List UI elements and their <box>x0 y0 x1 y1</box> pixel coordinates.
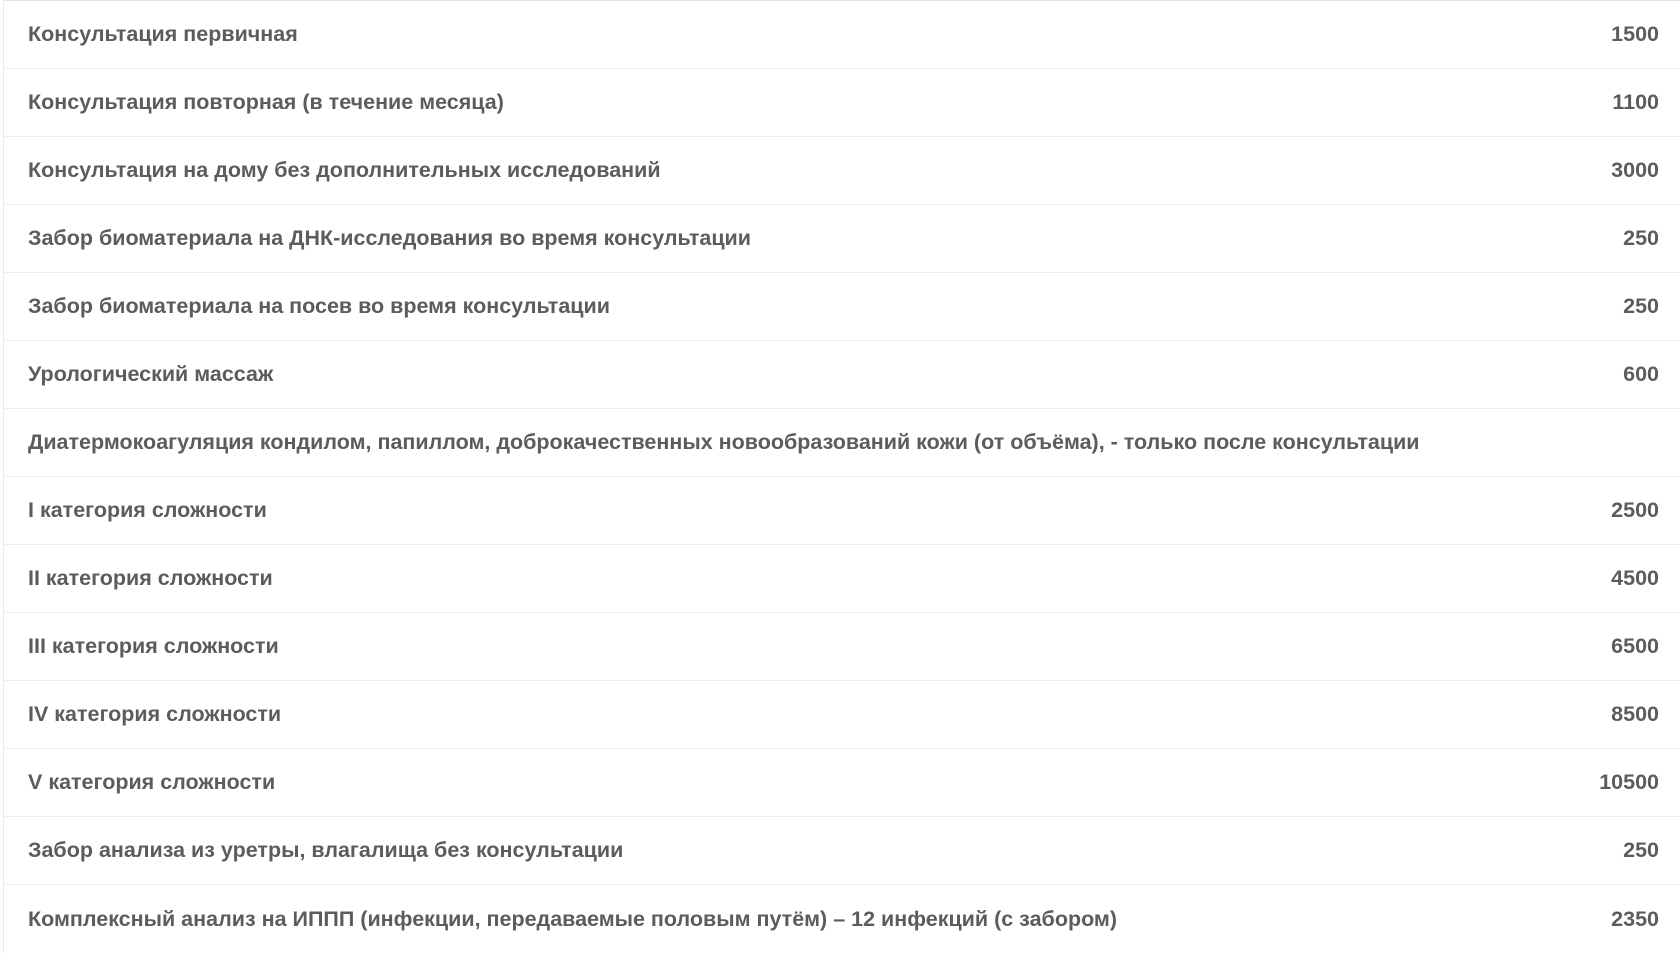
table-row <box>4 205 1680 273</box>
service-price: 250 <box>1623 838 1659 862</box>
table-row <box>4 749 1680 817</box>
table-row <box>4 885 1680 953</box>
service-price: 250 <box>1623 226 1659 250</box>
table-row <box>4 613 1680 681</box>
service-name: Забор биоматериала на ДНК-исследования во время консультации <box>28 226 751 250</box>
service-name: IV категория сложности <box>28 702 282 726</box>
service-price: 10500 <box>1599 770 1659 794</box>
table-row <box>4 817 1680 885</box>
price-list-table <box>3 0 1680 953</box>
table-row <box>4 681 1680 749</box>
service-name: Консультация повторная (в течение месяца) <box>28 90 504 114</box>
service-price: 2350 <box>1611 906 1659 931</box>
service-name: II категория сложности <box>28 566 273 590</box>
service-name: Консультация первичная <box>28 22 298 46</box>
service-price: 2500 <box>1611 498 1659 522</box>
table-row <box>4 341 1680 409</box>
table-row <box>4 545 1680 613</box>
service-price: 8500 <box>1611 702 1659 726</box>
service-name: Забор анализа из уретры, влагалища без консультации <box>28 838 624 862</box>
service-price: 250 <box>1623 294 1659 318</box>
table-row <box>4 1 1680 69</box>
service-name: I категория сложности <box>28 498 267 522</box>
service-name: Урологический массаж <box>28 362 274 386</box>
table-row-section-header <box>4 409 1680 477</box>
service-price: 1500 <box>1611 22 1659 46</box>
table-row <box>4 273 1680 341</box>
table-row <box>4 137 1680 205</box>
service-name: Комплексный анализ на ИППП (инфекции, передаваемые половым путём) – 12 инфекций (с забором) <box>28 906 1117 931</box>
service-price: 4500 <box>1611 566 1659 590</box>
service-name: Забор биоматериала на посев во время консультации <box>28 294 610 318</box>
service-name: III категория сложности <box>28 634 279 658</box>
table-row <box>4 69 1680 137</box>
service-price: 600 <box>1623 362 1659 386</box>
service-price: 6500 <box>1611 634 1659 658</box>
service-name: V категория сложности <box>28 770 276 794</box>
service-price: 1100 <box>1612 90 1659 114</box>
table-row <box>4 477 1680 545</box>
service-name: Диатермокоагуляция кондилом, папиллом, доброкачественных новообразований кожи (от объёма), - только после консультации <box>28 430 1420 454</box>
service-name: Консультация на дому без дополнительных исследований <box>28 158 661 182</box>
service-price: 3000 <box>1611 158 1659 182</box>
